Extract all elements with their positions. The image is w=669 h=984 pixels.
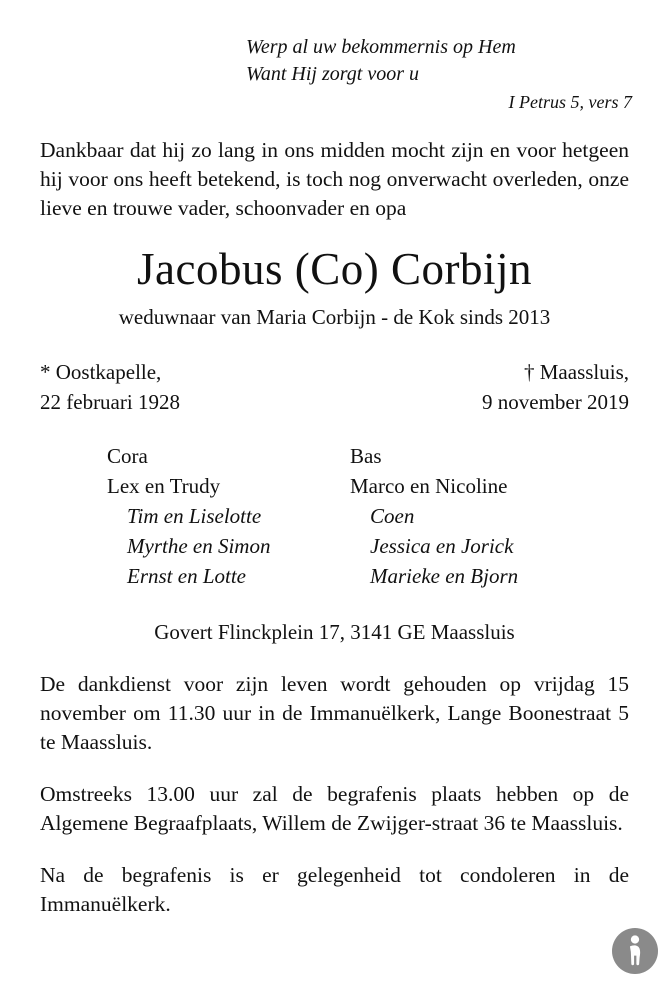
death-date: 9 november 2019: [482, 390, 629, 414]
birth-death-row: [40, 357, 629, 417]
intro-paragraph: Dankbaar dat hij zo lang in ons midden mocht zijn en voor hetgeen hij voor ons heeft betekend, is toch nog onverwacht overleden, onze lieve en trouwe vader, schoonvader en opa: [40, 138, 629, 220]
death-place: † Maassluis,: [524, 360, 629, 384]
family-member: Coen: [370, 504, 415, 528]
condolence-paragraph: Na de begrafenis is er gelegenheid tot condoleren in de Immanuëlkerk.: [40, 863, 629, 916]
family-column-left: [107, 441, 350, 591]
widower-line: weduwnaar van Maria Corbijn - de Kok sinds 2013: [118, 305, 551, 329]
family-member: Bas: [350, 444, 382, 468]
birth-date: 22 februari 1928: [40, 390, 180, 414]
family-member: Lex en Trudy: [107, 474, 221, 498]
burial-paragraph: Omstreeks 13.00 uur zal de begrafenis plaats hebben op de Algemene Begraafplaats, Willem de Zwijger-straat 36 te Maassluis.: [40, 782, 629, 835]
family-member: Tim en Liselotte: [127, 504, 262, 528]
birth-place: * Oostkapelle,: [40, 360, 162, 384]
family-member: Marco en Nicoline: [350, 474, 508, 498]
family-member: Myrthe en Simon: [127, 534, 271, 558]
family-member: Cora: [107, 444, 148, 468]
quote-line-1: Werp al uw bekommernis op Hem: [246, 36, 516, 58]
family-member: Marieke en Bjorn: [370, 564, 519, 588]
family-column-right: [350, 441, 610, 591]
deceased-name: Jacobus (Co) Corbijn: [137, 244, 532, 294]
family-columns: [40, 441, 629, 591]
service-paragraph: De dankdienst voor zijn leven wordt gehouden op vrijdag 15 november om 11.30 uur in de Immanuëlkerk, Lange Boonestraat 5 te Maassluis.: [40, 672, 629, 754]
scripture-quote: [246, 34, 632, 114]
family-member: Ernst en Lotte: [127, 564, 246, 588]
quote-line-2: Want Hij zorgt voor u: [246, 63, 419, 85]
family-member: Jessica en Jorick: [370, 534, 514, 558]
birth-info: [40, 357, 180, 417]
death-info: [482, 357, 629, 417]
correspondence-address: Govert Flinckplein 17, 3141 GE Maassluis: [154, 620, 515, 644]
person-icon: [612, 928, 658, 974]
quote-attribution: I Petrus 5, vers 7: [508, 92, 632, 112]
publisher-logo: [612, 928, 658, 974]
